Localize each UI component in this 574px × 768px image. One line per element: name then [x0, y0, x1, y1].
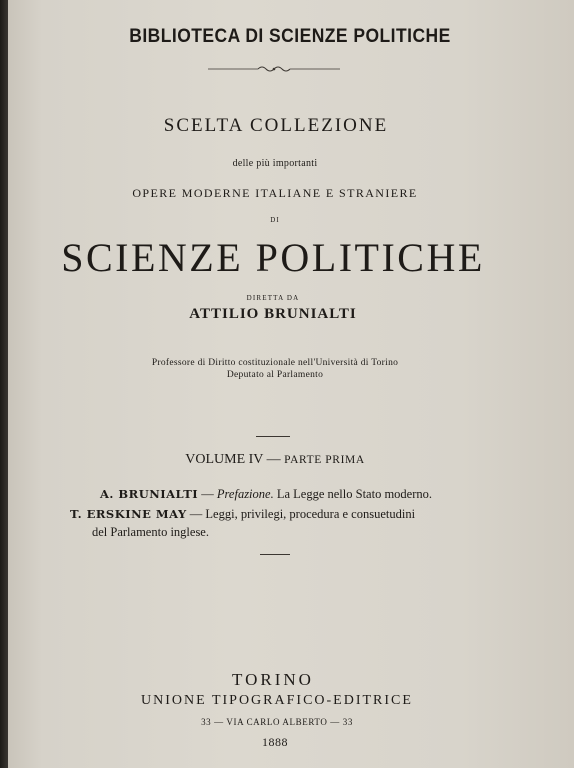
- contents-italic-title: Prefazione.: [216, 487, 274, 501]
- volume-label: VOLUME IV: [185, 452, 264, 467]
- contents-entry-preface: [100, 487, 432, 502]
- divider-rule: [260, 554, 290, 555]
- editor-role-professor: Professore di Diritto costituzionale nell'Università di Torino: [151, 358, 399, 368]
- divider-rule: [256, 436, 290, 437]
- volume-heading: [8, 452, 558, 468]
- imprint-address: 33 — VIA CARLO ALBERTO — 33: [201, 717, 353, 727]
- ornament-divider-icon: [208, 64, 340, 74]
- contents-dash: —: [186, 507, 206, 521]
- contents-entry-erskine-may: [70, 507, 415, 522]
- volume-part: PARTE PRIMA: [284, 454, 365, 466]
- editor-role-deputy: Deputato al Parlamento: [226, 370, 324, 380]
- title-page: [8, 0, 574, 768]
- series-title: BIBLIOTECA DI SCIENZE POLITICHE: [129, 26, 451, 47]
- collection-title: SCELTA COLLEZIONE: [163, 115, 389, 136]
- volume-separator: —: [263, 452, 285, 467]
- contents-entry-erskine-may-cont: del Parlamento inglese.: [92, 525, 209, 539]
- contents-author: T. ERSKINE MAY: [70, 507, 187, 521]
- collection-connector: DI: [270, 216, 280, 224]
- editor-name: ATTILIO BRUNIALTI: [189, 306, 357, 322]
- contents-title: Leggi, privilegi, procedura e consuetudini: [205, 507, 416, 521]
- directed-by-label: DIRETTA DA: [246, 294, 300, 302]
- page-edge-shadow: [0, 0, 8, 768]
- imprint-publisher: UNIONE TIPOGRAFICO-EDITRICE: [141, 693, 413, 708]
- collection-subtitle: delle più importanti: [232, 158, 318, 169]
- contents-title: La Legge nello Stato moderno.: [273, 487, 433, 501]
- contents-author: A. BRUNIALTI: [100, 487, 199, 501]
- imprint-year: 1888: [262, 735, 288, 749]
- contents-dash: —: [198, 487, 217, 501]
- imprint-city: TORINO: [232, 670, 314, 689]
- main-title: SCIENZE POLITICHE: [61, 235, 485, 280]
- collection-description: OPERE MODERNE ITALIANE E STRANIERE: [132, 186, 418, 200]
